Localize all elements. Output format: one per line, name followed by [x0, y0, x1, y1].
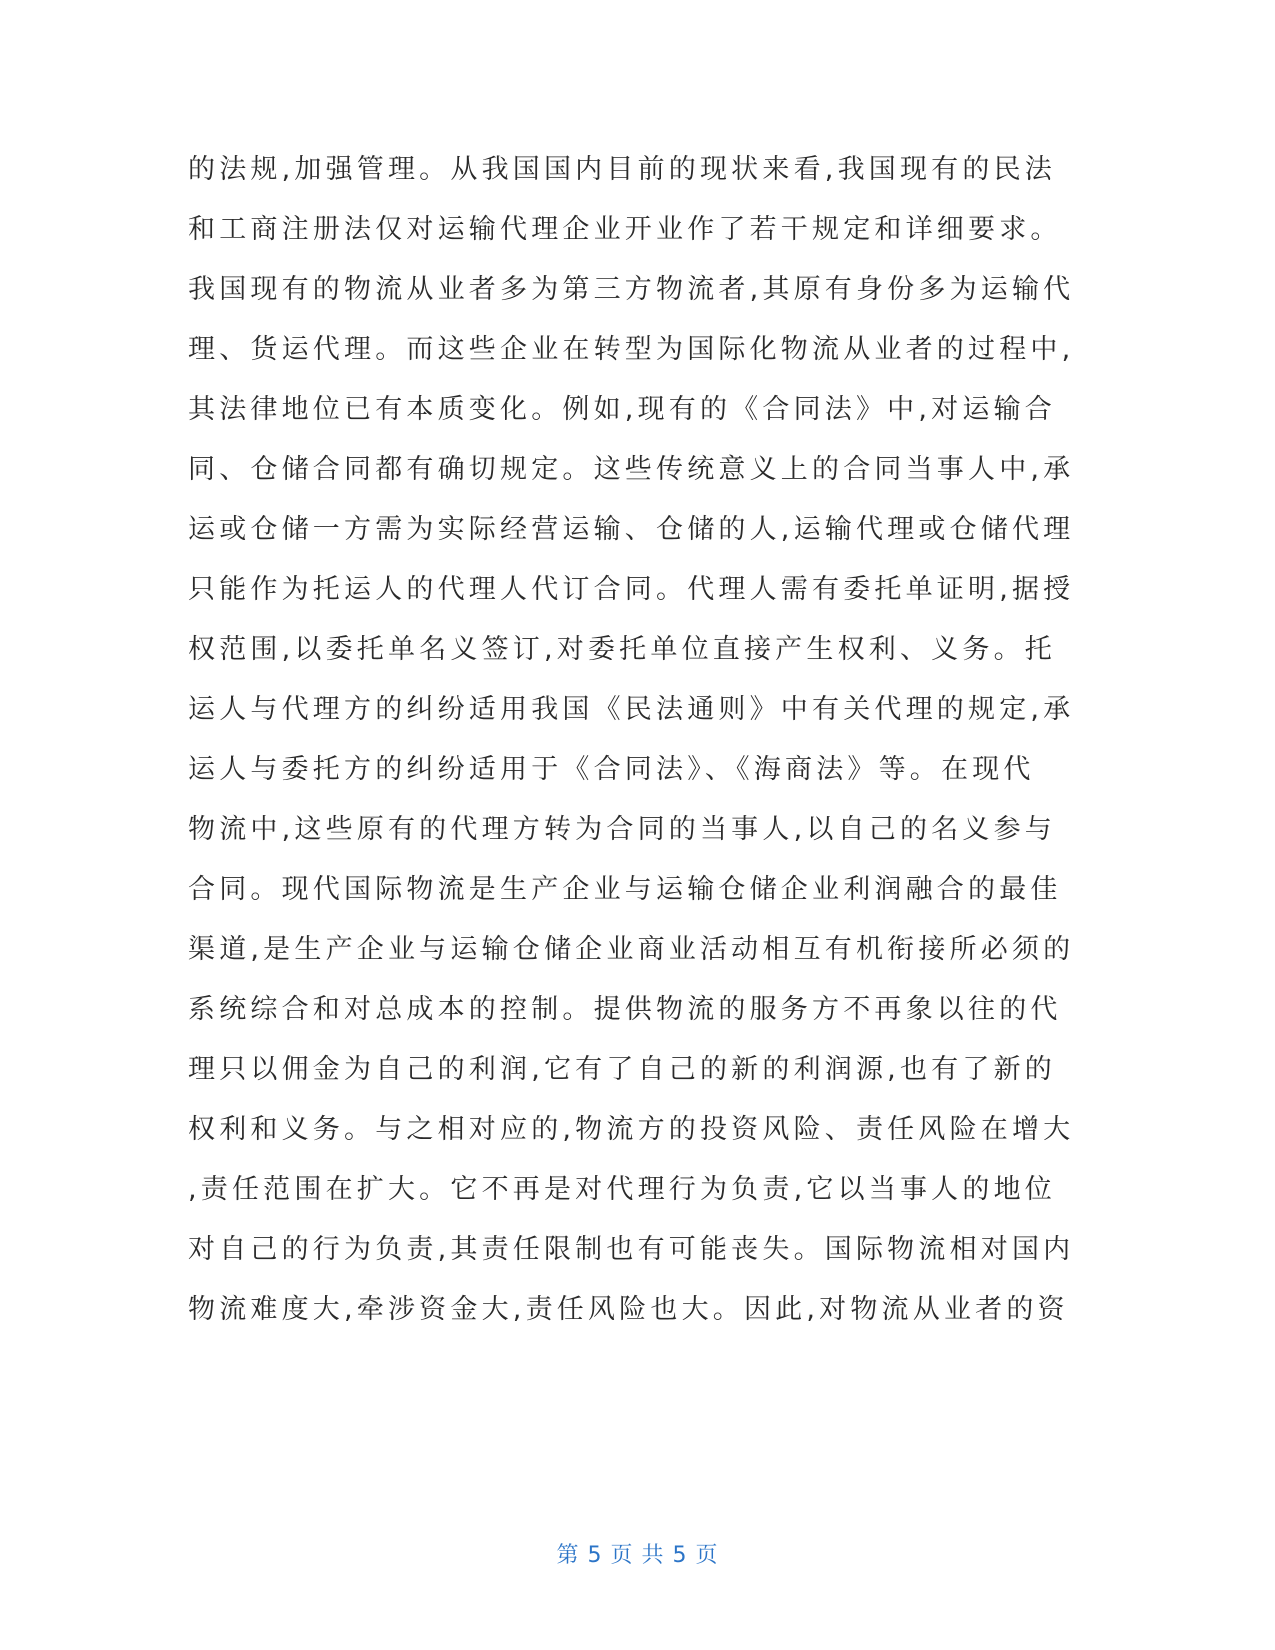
- text-line: 理只以佣金为自己的利润,它有了自己的新的利润源,也有了新的: [188, 1054, 1056, 1085]
- text-line: 运人与委托方的纠纷适用于《合同法》、《海商法》等。在现代: [188, 754, 1035, 785]
- text-line: 对自己的行为负责,其责任限制也有可能丧失。国际物流相对国内: [188, 1234, 1075, 1265]
- text-line: 权利和义务。与之相对应的,物流方的投资风险、责任风险在增大: [188, 1114, 1075, 1145]
- text-line: 理、货运代理。而这些企业在转型为国际化物流从业者的过程中,: [188, 334, 1075, 365]
- text-line: 的法规,加强管理。从我国国内目前的现状来看,我国现有的民法: [188, 154, 1056, 185]
- text-line: 同、仓储合同都有确切规定。这些传统意义上的合同当事人中,承: [188, 454, 1075, 485]
- text-line: 和工商注册法仅对运输代理企业开业作了若干规定和详细要求。: [188, 214, 1062, 245]
- text-line: 系统综合和对总成本的控制。提供物流的服务方不再象以往的代: [188, 994, 1062, 1025]
- text-line: ,责任范围在扩大。它不再是对代理行为负责,它以当事人的地位: [188, 1174, 1056, 1205]
- body-text: [188, 140, 1088, 1340]
- text-line: 权范围,以委托单名义签订,对委托单位直接产生权利、义务。托: [188, 634, 1056, 665]
- text-line: 运人与代理方的纠纷适用我国《民法通则》中有关代理的规定,承: [188, 694, 1075, 725]
- text-line: 合同。现代国际物流是生产企业与运输仓储企业利润融合的最佳: [188, 874, 1062, 905]
- text-line: 渠道,是生产企业与运输仓储企业商业活动相互有机衔接所必须的: [188, 934, 1075, 965]
- text-line: 其法律地位已有本质变化。例如,现有的《合同法》中,对运输合: [188, 394, 1056, 425]
- page-number-footer: 第 5 页 共 5 页: [556, 1543, 719, 1568]
- text-line: 物流难度大,牵涉资金大,责任风险也大。因此,对物流从业者的资: [188, 1294, 1069, 1325]
- text-line: 运或仓储一方需为实际经营运输、仓储的人,运输代理或仓储代理: [188, 514, 1075, 545]
- text-line: 只能作为托运人的代理人代订合同。代理人需有委托单证明,据授: [188, 574, 1075, 605]
- text-line: 我国现有的物流从业者多为第三方物流者,其原有身份多为运输代: [188, 274, 1075, 305]
- text-line: 物流中,这些原有的代理方转为合同的当事人,以自己的名义参与: [188, 814, 1056, 845]
